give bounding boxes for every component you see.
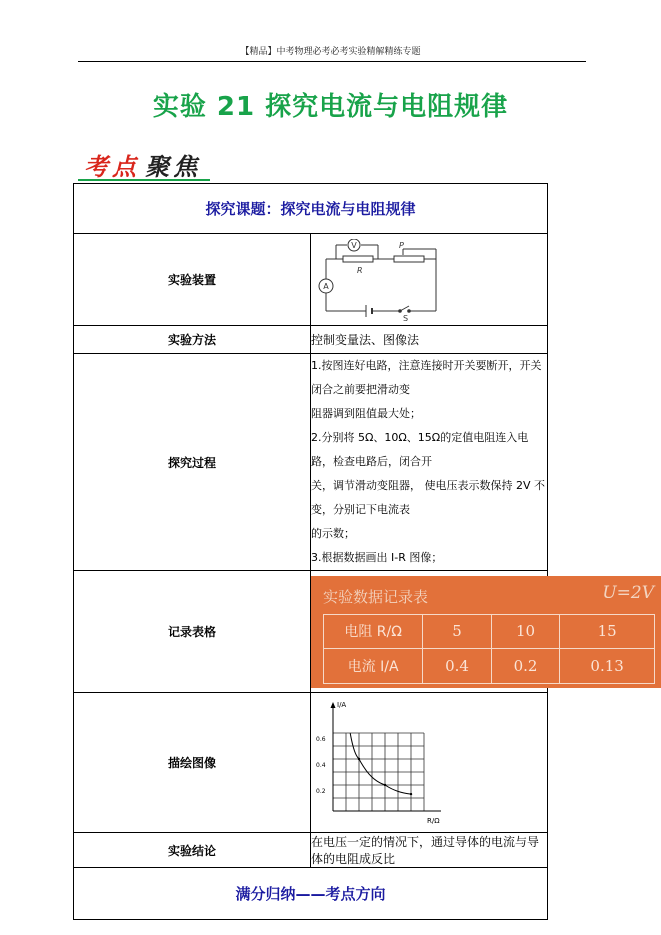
page-title: 实验 21 探究电流与电阻规律 [152,92,509,122]
circuit-diagram [311,239,441,321]
y-tick-label: 0.2 [316,787,326,795]
header-rule [78,61,586,62]
voltmeter-symbol: V [351,240,357,250]
current-header: 电流 I/A [324,649,423,684]
experiment-table [73,183,654,920]
ir-graph [311,699,451,827]
y-axis-label: I/A [337,700,347,709]
y-tick-label: 0.4 [316,761,326,769]
record-data-table [323,614,655,684]
section-char-3: 聚 [145,152,170,181]
record-table-image [311,576,661,688]
conclusion-label: 实验结论 [74,833,311,868]
process-label: 探究过程 [74,354,311,571]
table-cell: 10 [491,614,559,649]
y-axis-arrow [331,702,336,708]
page-header: 【精品】中考物理必考必考实验精解精练专题 [240,47,421,57]
apparatus-label: 实验装置 [74,234,311,326]
process-line: 阻器调到阻值最大处； [311,407,421,420]
slider-symbol: P [399,240,404,250]
graph-label: 描绘图像 [74,693,311,833]
method-label: 实验方法 [74,326,311,354]
process-line: 1.按图连好电路，注意连接时开关要断开，开关闭合之前要把滑动变 [311,359,542,396]
topic-heading: 探究课题：探究电流与电阻规律 [74,184,548,234]
data-point [410,792,412,794]
x-axis-label: R/Ω [427,816,440,825]
process-content [311,354,548,571]
section-char-4: 焦 [173,152,198,181]
table-cell: 0.2 [491,649,559,684]
graph-cell [311,693,548,833]
process-line: 2.分别将 5Ω、10Ω、15Ω的定值电阻连入电路，检查电路后，闭合开 [311,431,529,468]
resistance-header: 电阻 R/Ω [324,614,423,649]
record-cell [311,571,654,693]
section-char-2: 点 [112,152,136,181]
process-line: 关，调节滑动变阻器， 使电压表示数保持 2V 不变，分别记下电流表 [311,479,546,516]
process-line: 3.根据数据画出 I-R 图像； [311,551,443,564]
process-line: 的示数； [311,527,355,540]
switch-symbol: S [403,313,409,321]
resistor-symbol: R [357,265,363,275]
voltage-label: U=2V [602,582,654,603]
method-value: 控制变量法、图像法 [311,326,548,354]
section-char-1: 考 [84,152,108,181]
record-table-title: 实验数据记录表 [323,587,429,606]
section-underline [78,179,210,181]
table-cell: 5 [423,614,491,649]
y-tick-label: 0.6 [316,735,326,743]
table-cell: 0.4 [423,649,491,684]
data-point [358,757,360,759]
ammeter-symbol: A [323,281,329,291]
data-point [384,783,386,785]
table-cell: 0.13 [560,649,655,684]
table-cell: 15 [560,614,655,649]
circuit-diagram-cell [311,234,548,326]
summary-heading: 满分归纳——考点方向 [74,868,548,920]
conclusion-value: 在电压一定的情况下，通过导体的电流与导体的电阻成反比 [311,833,548,868]
record-label: 记录表格 [74,571,311,693]
section-heading [84,147,201,181]
